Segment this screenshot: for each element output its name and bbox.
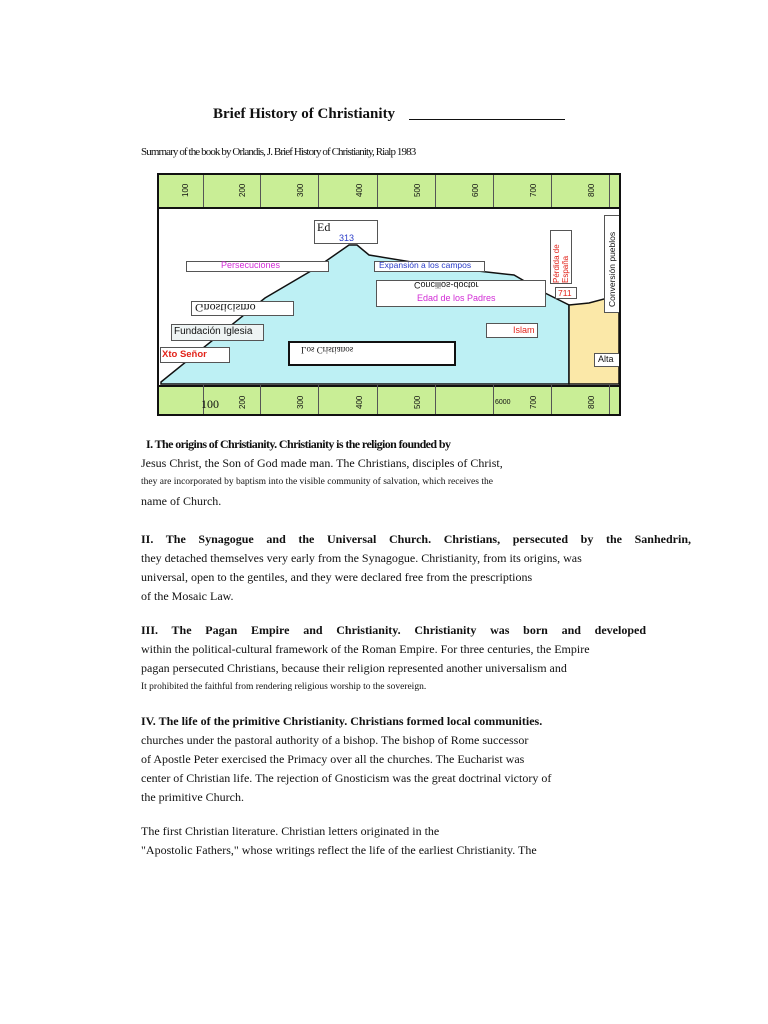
xto-senor-label: Xto Señor	[162, 349, 207, 360]
century-divider	[377, 385, 378, 414]
top-tick-label: 700	[529, 183, 538, 197]
bottom-tick-label: 500	[413, 395, 422, 409]
top-tick-label: 300	[296, 183, 305, 197]
century-divider	[435, 385, 436, 414]
perdida-label: Pérdida de España	[552, 244, 570, 283]
section-heading: II. The Synagogue and the Universal Church. Christians, persecuted by the Sanhedrin,	[141, 532, 691, 546]
section-line: the primitive Church.	[141, 790, 244, 804]
bottom-tick-label: 100	[201, 397, 219, 411]
bottom-tick-label: 400	[355, 395, 364, 409]
century-divider	[609, 385, 610, 414]
section-line: of Apostle Peter exercised the Primacy over all the churches. The Eucharist was	[141, 752, 525, 766]
bottom-tick-label: 6000	[495, 399, 511, 406]
century-divider	[493, 385, 494, 414]
top-tick-label: 500	[413, 183, 422, 197]
section-line: "Apostolic Fathers," whose writings reflect the life of the earliest Christianity. The	[141, 843, 537, 857]
section-line: of the Mosaic Law.	[141, 589, 234, 603]
section-line: universal, open to the gentiles, and they were declared free from the prescriptions	[141, 570, 533, 584]
timeline-chart	[157, 173, 621, 416]
century-divider	[551, 385, 552, 414]
bottom-tick-label: 700	[529, 395, 538, 409]
century-divider	[318, 175, 319, 207]
century-divider	[435, 175, 436, 207]
alta-label: Alta	[598, 354, 614, 364]
islam-label: Islam	[513, 325, 535, 335]
christians-mirrored-label: Los Cristianos	[301, 345, 354, 355]
bottom-tick-label: 800	[587, 395, 596, 409]
text-section	[141, 621, 701, 697]
bottom-tick-label: 300	[296, 395, 305, 409]
section-line: center of Christian life. The rejection of Gnosticism was the great doctrinal victory of	[141, 771, 552, 785]
text-section	[141, 712, 701, 807]
century-divider	[260, 385, 261, 414]
section-line: churches under the pastoral authority of a bishop. The bishop of Rome successor	[141, 733, 529, 747]
section-heading: I. The origins of Christianity. Christianity is the religion founded by	[146, 437, 451, 451]
conversion-label: Conversión pueblos	[607, 231, 617, 307]
edad-padres-label: Edad de los Padres	[417, 293, 496, 303]
century-divider	[260, 175, 261, 207]
text-section	[141, 530, 701, 606]
document-subtitle: Summary of the book by Orlandis, J. Brief History of Christianity, Rialp 1983	[141, 146, 416, 158]
expansion-label: Expansión a los campos	[379, 260, 472, 270]
top-tick-label: 400	[355, 183, 364, 197]
century-divider	[318, 385, 319, 414]
persecuciones-label: Persecuciones	[221, 260, 281, 270]
top-tick-label: 100	[181, 183, 190, 197]
section-heading: IV. The life of the primitive Christianity. Christians formed local communities.	[141, 714, 543, 728]
century-divider	[377, 175, 378, 207]
section-line: The first Christian literature. Christian letters originated in the	[141, 824, 440, 838]
section-line: they detached themselves very early from the Synagogue. Christianity, from its origins, was	[141, 551, 582, 565]
text-section	[141, 435, 706, 511]
ed-label: Ed	[317, 220, 331, 234]
top-tick-label: 200	[238, 183, 247, 197]
century-divider	[551, 175, 552, 207]
concilios-mirrored-label: Concilios-doctor	[414, 280, 479, 290]
section-line: name of Church.	[141, 494, 222, 508]
gnosticism-mirrored-label: Gnosticismo	[195, 301, 256, 315]
title-underline	[409, 119, 565, 120]
section-line: they are incorporated by baptism into the visible community of salvation, which receives the	[141, 477, 493, 487]
century-divider	[609, 175, 610, 207]
section-line: within the political-cultural framework of the Roman Empire. For three centuries, the Empire	[141, 642, 590, 656]
century-divider	[493, 175, 494, 207]
section-line: pagan persecuted Christians, because their religion represented another universalism and	[141, 661, 567, 675]
top-tick-label: 600	[471, 183, 480, 197]
section-heading: III. The Pagan Empire and Christianity. Christianity was born and developed	[141, 623, 646, 637]
fundacion-label: Fundación Iglesia	[174, 326, 253, 337]
year-313-label: 313	[339, 233, 355, 243]
text-section	[141, 822, 701, 860]
section-line: It prohibited the faithful from rendering religious worship to the sovereign.	[141, 682, 427, 692]
document-title: Brief History of Christianity	[213, 106, 396, 122]
section-line: Jesus Christ, the Son of God made man. The Christians, disciples of Christ,	[141, 456, 503, 470]
bottom-tick-label: 200	[238, 395, 247, 409]
century-divider	[203, 175, 204, 207]
top-tick-label: 800	[587, 183, 596, 197]
year-711-label: 711	[558, 288, 572, 298]
